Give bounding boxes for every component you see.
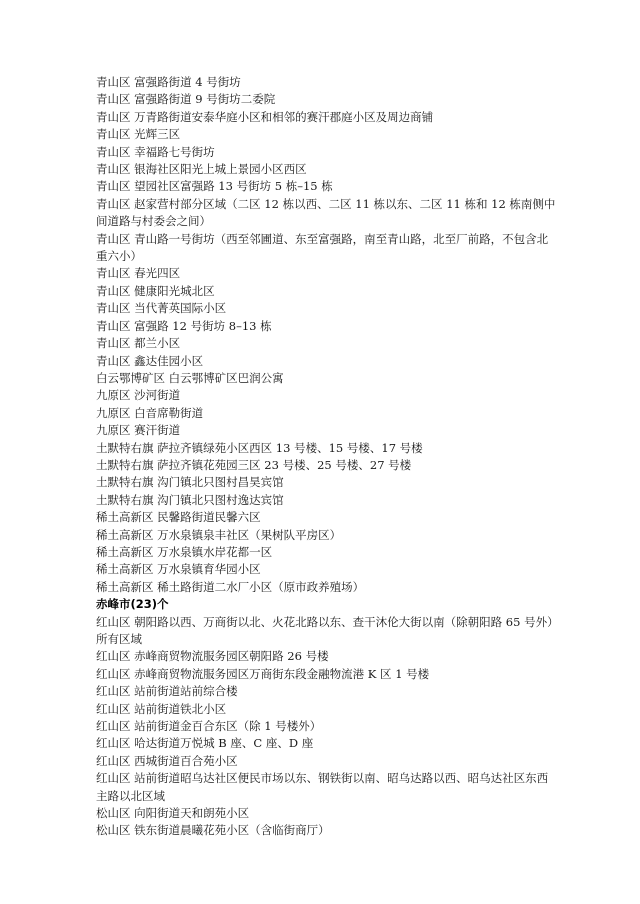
list-item: 红山区 站前街道昭乌达社区便民市场以东、钢铁街以南、昭乌达路以西、昭乌达社区东西主路以北区域 [96,771,549,803]
list-item: 土默特右旗 沟门镇北只图村昌昊宾馆 [96,475,284,490]
list-item: 红山区 站前街道铁北小区 [96,701,227,716]
list-item: 青山区 鑫达佳园小区 [96,353,204,368]
list-item: 青山区 富强路街道 9 号街坊二委院 [96,92,276,107]
list-item: 红山区 朝阳路以西、万商街以北、火花北路以东、查干沐伦大街以南（除朝阳路 65 号外）所有区域 [96,614,553,646]
list-item: 青山区 富强路街道 4 号街坊 [96,75,241,89]
list-item: 红山区 站前街道金百合东区（除 1 号楼外） [96,719,322,734]
list-item: 青山区 当代菁英国际小区 [96,301,227,316]
list-item: 青山区 都兰小区 [96,336,181,351]
list-item: 九原区 赛汗街道 [96,423,181,438]
list-item: 青山区 健康阳光城北区 [96,283,215,298]
list-item: 松山区 铁东街道晨曦花苑小区（含临街商厅） [96,823,330,838]
list-item: 青山区 望园社区富强路 13 号街坊 5 栋–15 栋 [96,179,333,194]
list-item: 青山区 富强路 12 号街坊 8–13 栋 [96,318,272,333]
list-item: 青山区 青山路一号街坊（西至邻圃道、东至富强路，南至青山路，北至厂前路，不包含北重六小） [96,231,549,264]
list-item: 红山区 西城街道百合苑小区 [96,753,238,768]
list-item: 白云鄂博矿区 白云鄂博矿区巴润公寓 [96,370,284,385]
list-item: 稀土高新区 万水泉镇育华园小区 [96,562,261,577]
list-item: 稀土高新区 万水泉镇水岸花都一区 [96,544,273,559]
list-item: 红山区 赤峰商贸物流服务园区朝阳路 26 号楼 [96,649,329,664]
list-item: 土默特右旗 萨拉齐镇绿苑小区西区 13 号楼、15 号楼、17 号楼 [96,440,423,455]
list-item: 松山区 向阳街道天和朗苑小区 [96,806,250,821]
list-item: 九原区 沙河街道 [96,388,181,403]
list-item: 青山区 银海社区阳光上城上景园小区西区 [96,162,307,177]
list-item: 土默特右旗 沟门镇北只图村逸达宾馆 [96,492,284,507]
list-item: 九原区 白音席勒街道 [96,405,204,420]
list-item: 青山区 赵家营村部分区域（二区 12 栋以西、二区 11 栋以东、二区 11 栋和 12 栋南侧中间道路与村委会之间） [96,196,556,229]
list-item: 青山区 万青路街道安泰华庭小区和相邻的赛汗郡庭小区及周边商铺 [96,109,434,124]
list-item: 青山区 幸福路七号街坊 [96,144,215,159]
list-item: 稀土高新区 稀土路街道二水厂小区（原市政养殖场） [96,579,365,594]
list-item: 红山区 哈达街道万悦城 B 座、C 座、D 座 [96,736,314,751]
list-item: 稀土高新区 民馨路街道民馨六区 [96,510,261,525]
list-item: 红山区 站前街道站前综合楼 [96,684,238,699]
section-heading: 赤峰市(23)个 [96,597,169,612]
list-item: 土默特右旗 萨拉齐镇花苑园三区 23 号楼、25 号楼、27 号楼 [96,457,412,472]
document-page [96,74,556,840]
list-item: 红山区 赤峰商贸物流服务园区万商街东段金融物流港 K 区 1 号楼 [96,666,430,681]
list-item: 青山区 光辉三区 [96,127,181,142]
list-item: 稀土高新区 万水泉镇泉丰社区（果树队平房区） [96,527,342,542]
list-item: 青山区 春光四区 [96,266,181,281]
